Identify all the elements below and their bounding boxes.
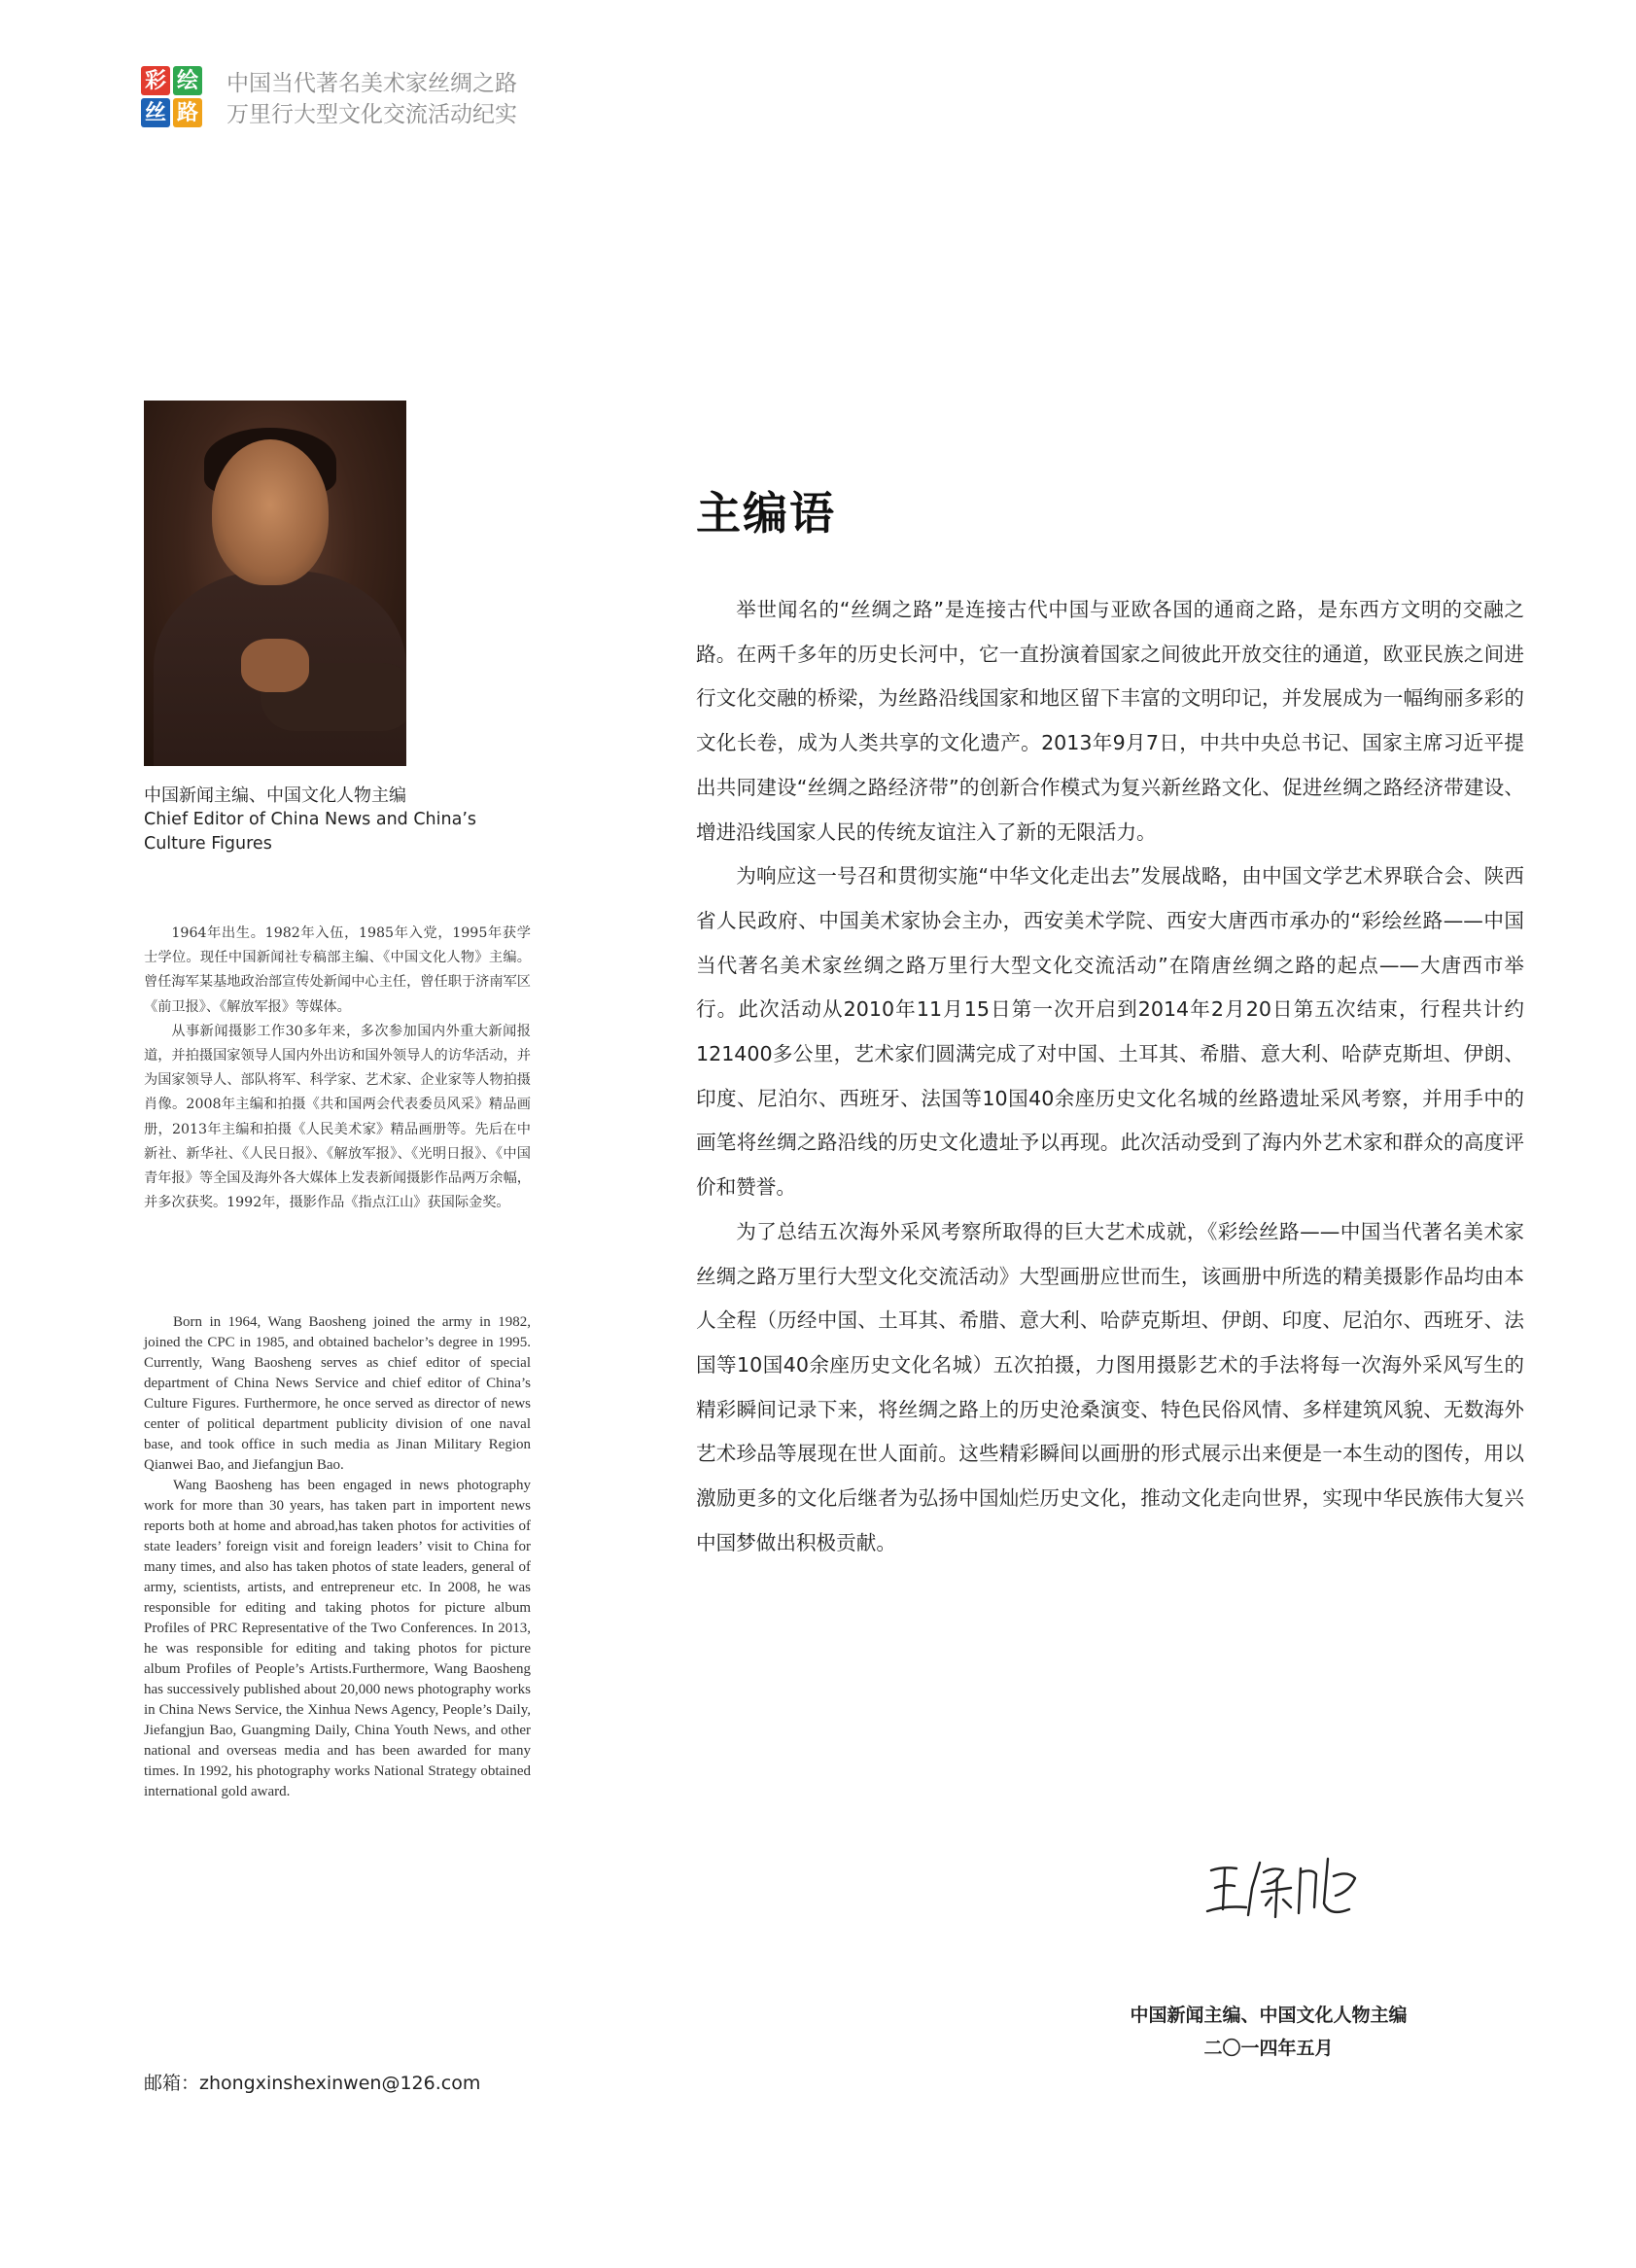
article-paragraph: 为响应这一号召和贯彻实施“中华文化走出去”发展战略，由中国文学艺术界联合会、陕西省人民政府、中国美术家协会主办，西安美术学院、西安大唐西市承办的“彩绘丝路——中国当代著名美术家丝绸之路万里行大型文化交流活动”在隋唐丝绸之路的起点——大唐西市举行。此次活动从2010年11月15日第一次开启到2014年2月20日第五次结束，行程共计约121400多公里，艺术家们圆满完成了对中国、土耳其、希腊、意大利、哈萨克斯坦、伊朗、印度、尼泊尔、西班牙、法国等10国40余座历史文化名城的丝路遗址采风考察，并用手中的画笔将丝绸之路沿线的历史文化遗址予以再现。此次活动受到了海内外艺术家和群众的高度评价和赞誉。 xyxy=(696,864,1524,1200)
signoff-date: 二〇一四年五月 xyxy=(1203,2038,1334,2059)
signoff-block xyxy=(1108,1999,1429,2065)
logo-char: 丝 xyxy=(141,98,170,127)
logo-char: 路 xyxy=(173,98,202,127)
series-title-line1: 中国当代著名美术家丝绸之路 xyxy=(226,71,517,96)
series-title xyxy=(226,68,517,130)
bio-cn-paragraph: 1964年出生。1982年入伍，1985年入党，1995年获学士学位。现任中国新闻社专稿部主编、《中国文化人物》主编。曾任海军某基地政治部宣传处新闻中心主任，曾任职于济南军区《前卫报》、《解放军报》等媒体。 xyxy=(144,925,531,1015)
series-title-line2: 万里行大型文化交流活动纪实 xyxy=(226,102,517,127)
bio-en-paragraph: Wang Baosheng has been engaged in news photography work for more than 30 years, has taken part in importent news reports both at home and abroad,has taken photos for activities of state leaders’ foreign visit and foreign leaders’ visit to China for many times, and also has taken photos of state leaders, general of army, scientists, artists, and entrepreneur etc. In 2008, he was responsible for editing and taking photos for picture album Profiles of PRC Representative of the Two Conferences. In 2013, he was responsible for editing and taking photos for picture album Profiles of People’s Artists.Furthermore, Wang Baosheng has successively published about 20,000 news photography works in China News Service, the Xinhua News Agency, People’s Daily, Jiefangjun Bao, Guangming Daily, China Youth News, and other national and overseas media and has been awarded for many times. In 1992, his photography works National Strategy obtained international gold award. xyxy=(144,1478,531,1799)
article-body xyxy=(696,588,1524,1565)
caption-en: Chief Editor of China News and China’s Culture Figures xyxy=(144,810,477,854)
author-portrait xyxy=(144,401,406,766)
bio-cn-paragraph: 从事新闻摄影工作30多年来，多次参加国内外重大新闻报道，并拍摄国家领导人国内外出访和国外领导人的访华活动，并为国家领导人、部队将军、科学家、艺术家、企业家等人物拍摄肖像。2008年主编和拍摄《共和国两会代表委员风采》精品画册，2013年主编和拍摄《人民美术家》精品画册等。先后在中新社、新华社、《人民日报》、《解放军报》、《光明日报》、《中国青年报》等全国及海外各大媒体上发表新闻摄影作品两万余幅，并多次获奖。1992年，摄影作品《指点江山》获国际金奖。 xyxy=(144,1023,531,1211)
author-bio-cn xyxy=(144,922,531,1215)
portrait-caption xyxy=(144,784,533,856)
series-logo xyxy=(141,66,203,128)
logo-char: 彩 xyxy=(141,66,170,95)
page-header xyxy=(141,66,608,134)
contact-email: 邮箱：zhongxinshexinwen@126.com xyxy=(144,2073,481,2094)
signoff-role: 中国新闻主编、中国文化人物主编 xyxy=(1130,2005,1408,2026)
logo-char: 绘 xyxy=(173,66,202,95)
article-paragraph: 举世闻名的“丝绸之路”是连接古代中国与亚欧各国的通商之路，是东西方文明的交融之路。在两千多年的历史长河中，它一直扮演着国家之间彼此开放交往的通道，欧亚民族之间进行文化交融的桥梁，为丝路沿线国家和地区留下丰富的文明印记，并发展成为一幅绚丽多彩的文化长卷，成为人类共享的文化遗产。2013年9月7日，中共中央总书记、国家主席习近平提出共同建设“丝绸之路经济带”的创新合作模式为复兴新丝路文化、促进丝绸之路经济带建设、增进沿线国家人民的传统友谊注入了新的无限活力。 xyxy=(696,598,1524,844)
author-bio-en xyxy=(144,1312,531,1802)
article-paragraph: 为了总结五次海外采风考察所取得的巨大艺术成就，《彩绘丝路——中国当代著名美术家丝绸之路万里行大型文化交流活动》大型画册应世而生，该画册中所选的精美摄影作品均由本人全程（历经中国、土耳其、希腊、意大利、哈萨克斯坦、伊朗、印度、尼泊尔、西班牙、法国等10国40余座历史文化名城）五次拍摄，力图用摄影艺术的手法将每一次海外采风写生的精彩瞬间记录下来，将丝绸之路上的历史沧桑演变、特色民俗风情、多样建筑风貌、无数海外艺术珍品等展现在世人面前。这些精彩瞬间以画册的形式展示出来便是一本生动的图传，用以激励更多的文化后继者为弘扬中国灿烂历史文化，推动文化走向世界，实现中华民族伟大复兴中国梦做出积极贡献。 xyxy=(696,1219,1524,1554)
bio-en-paragraph: Born in 1964, Wang Baosheng joined the army in 1982, joined the CPC in 1985, and obtained bachelor’s degree in 1995. Currently, Wang Baosheng serves as chief editor of special department of China News Service and chief editor of China’s Culture Figures. Furthermore, he once served as director of news center of political department publicity division of one naval base, and took office in such media as Jinan Military Region Qianwei Bao, and Jiefangjun Bao. xyxy=(144,1314,531,1473)
handwritten-signature xyxy=(1203,1849,1369,1927)
caption-cn: 中国新闻主编、中国文化人物主编 xyxy=(144,785,406,806)
article-title: 主编语 xyxy=(696,487,836,540)
